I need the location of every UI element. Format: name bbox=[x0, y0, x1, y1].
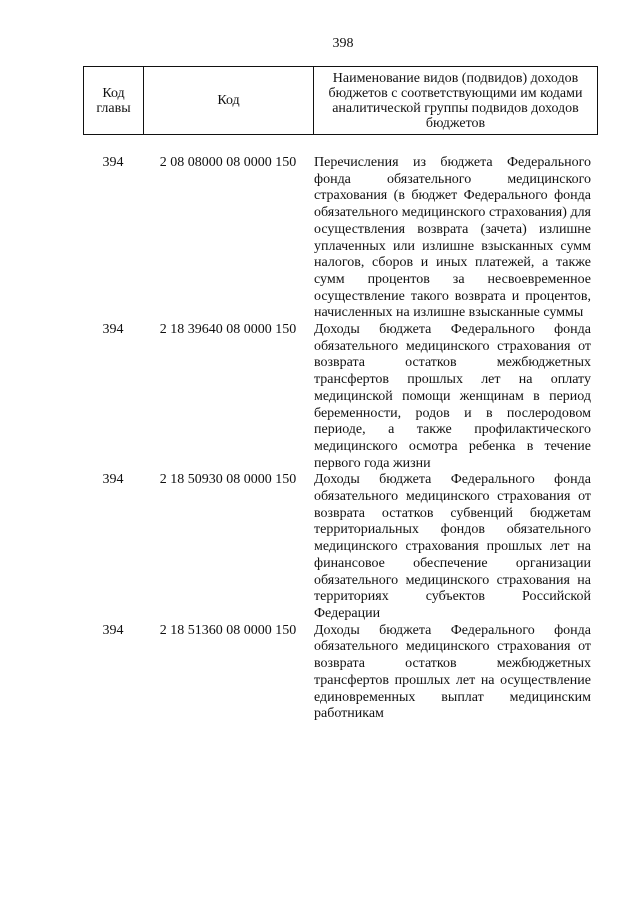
row-name: Перечисления из бюджета Федерального фонда обязательного медицинского страхования (в бюджет Федерального фонда обязательного медицинского страхования) для осуществления возврата (зачета) излишне уплаченных или излишне взысканных сумм налогов, сборов и иных платежей, а также сумм процентов за несвоевременное осуществление такого возврата и процентов, начисленных на излишне взысканные суммы bbox=[314, 155, 591, 321]
row-chapter-code: 394 bbox=[102, 155, 124, 170]
row-code: 2 18 39640 08 0000 150 bbox=[159, 322, 297, 338]
table-row bbox=[83, 155, 598, 322]
table-body bbox=[83, 155, 598, 723]
header-name bbox=[314, 67, 597, 134]
page-number: 398 bbox=[332, 36, 354, 51]
table-row bbox=[83, 472, 598, 622]
table-row bbox=[83, 322, 598, 472]
row-code: 2 08 08000 08 0000 150 bbox=[159, 155, 297, 170]
header-name-label: Наименование видов (подвидов) доходов бюджетов с соответствующими им кодами аналитической группы подвидов доходов бюджетов bbox=[328, 70, 583, 131]
header-chapter-code-label: Код главы bbox=[96, 85, 131, 116]
row-chapter-code: 394 bbox=[102, 322, 124, 338]
row-name: Доходы бюджета Федерального фонда обязательного медицинского страхования от возврата остатков межбюджетных трансфертов прошлых лет на осуществление единовременных выплат медицинским работникам bbox=[314, 622, 591, 722]
header-chapter-code bbox=[84, 67, 144, 134]
row-code: 2 18 51360 08 0000 150 bbox=[159, 622, 297, 638]
header-code bbox=[144, 67, 314, 134]
row-chapter-code: 394 bbox=[102, 472, 124, 488]
header-code-label: Код bbox=[217, 93, 240, 108]
table-row bbox=[83, 623, 598, 723]
table-header bbox=[83, 66, 598, 135]
row-name: Доходы бюджета Федерального фонда обязательного медицинского страхования от возврата остатков межбюджетных трансфертов прошлых лет на оплату медицинской помощи женщинам в период беременности, родов и в послеродовом периоде, а также профилактического медицинского осмотра ребенка в течение первого года жизни bbox=[314, 322, 591, 471]
row-chapter-code: 394 bbox=[102, 622, 124, 638]
row-code: 2 18 50930 08 0000 150 bbox=[159, 472, 297, 488]
row-name: Доходы бюджета Федерального фонда обязательного медицинского страхования от возврата остатков субвенций бюджетам территориальных фондов обязательного медицинского страхования прошлых лет на финансовое обеспечение организации обязательного медицинского страхования на территориях субъектов Российской Федерации bbox=[314, 472, 591, 621]
